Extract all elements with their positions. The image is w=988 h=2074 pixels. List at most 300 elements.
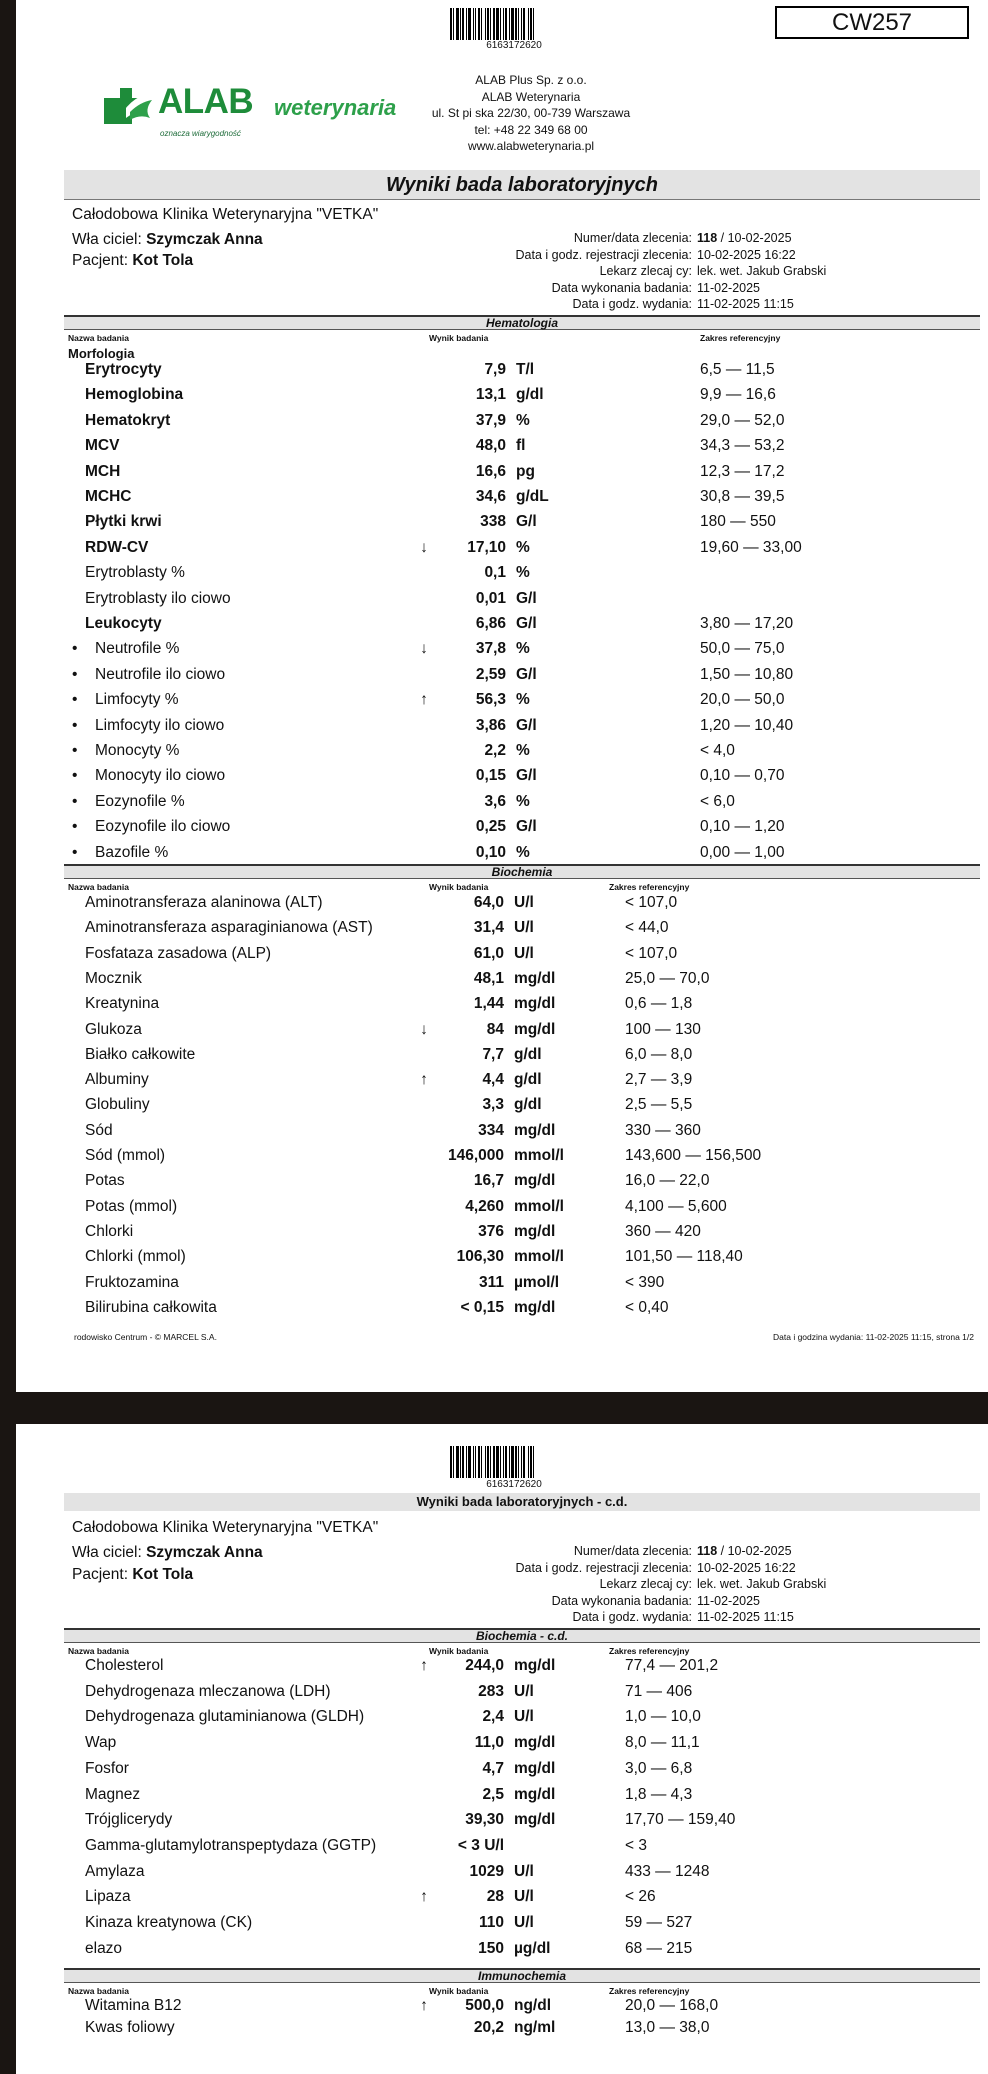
- result-row: [64, 742, 984, 762]
- result-value: 334: [478, 1121, 504, 1139]
- result-value: 0,01: [475, 589, 506, 607]
- result-unit: g/dl: [514, 1071, 542, 1089]
- section-biochem: Biochemia: [64, 864, 980, 879]
- result-row: [64, 590, 984, 610]
- col-result-header: Wynik badania: [429, 1646, 489, 1656]
- result-value: < 3 U/l: [457, 1836, 504, 1854]
- result-unit: U/l: [514, 1888, 534, 1906]
- result-value: 3,86: [475, 716, 506, 734]
- result-unit: %: [516, 691, 530, 709]
- meta-value: 10-02-2025 16:22: [697, 247, 796, 262]
- test-name: Potas: [85, 1172, 125, 1190]
- test-name: Amylaza: [85, 1862, 145, 1880]
- result-value: 0,1: [484, 564, 506, 582]
- result-value: 61,0: [473, 944, 504, 962]
- meta-label: Data i godz. rejestracji zlecenia:: [515, 247, 692, 262]
- reference-range: < 26: [625, 1888, 656, 1906]
- meta-value: 118 / 10-02-2025: [697, 1544, 792, 1558]
- reference-range: 20,0 — 168,0: [625, 1997, 719, 2014]
- test-name: • Limfocyty %: [72, 691, 179, 709]
- result-unit: pg: [516, 462, 535, 480]
- result-value: 110: [478, 1914, 504, 1931]
- result-value: 500,0: [465, 1997, 504, 2014]
- result-row: [64, 463, 984, 483]
- test-name: Cholesterol: [85, 1657, 164, 1674]
- test-name: • Eozynofile %: [72, 793, 185, 811]
- reference-range: 0,00 — 1,00: [700, 843, 785, 861]
- meta-label: Data i godz. wydania:: [572, 1610, 692, 1624]
- result-row: [64, 1021, 984, 1041]
- reference-range: 59 — 527: [625, 1914, 693, 1931]
- reference-range: 6,5 — 11,5: [700, 361, 775, 378]
- flag-arrow-icon: ↑: [420, 1997, 428, 2014]
- lab-address: ALAB Plus Sp. z o.o. ALAB Weterynaria ul. St pi ska 22/30, 00-739 Warszawa tel: +48 22 349 68 00 www.alabweterynaria.pl: [431, 73, 631, 153]
- page-title: Wyniki bada laboratoryjnych - c.d.: [64, 1493, 980, 1511]
- result-unit: %: [516, 742, 530, 759]
- result-unit: mmol/l: [514, 1147, 564, 1164]
- result-row: [64, 1046, 984, 1066]
- result-unit: mmol/l: [514, 1197, 564, 1215]
- test-name: • Eozynofile ilo ciowo: [72, 818, 230, 836]
- reference-range: 0,10 — 1,20: [700, 818, 785, 836]
- result-value: 0,10: [475, 843, 506, 861]
- test-name: Trójglicerydy: [85, 1811, 173, 1829]
- test-name: Mocznik: [85, 969, 142, 987]
- col-name-header: Nazwa badania: [68, 882, 129, 892]
- result-row: [64, 1096, 984, 1116]
- flag-arrow-icon: ↓: [420, 1020, 428, 1038]
- reference-range: 9,9 — 16,6: [700, 386, 776, 404]
- reference-range: < 107,0: [625, 894, 678, 911]
- result-unit: mg/dl: [514, 1759, 556, 1777]
- reference-range: < 4,0: [700, 742, 735, 759]
- result-unit: mmol/l: [514, 1248, 564, 1266]
- result-unit: mg/dl: [514, 1172, 556, 1190]
- result-row: [64, 1223, 984, 1243]
- result-value: 84: [486, 1020, 504, 1038]
- meta-label: Lekarz zlecaj cy:: [599, 264, 692, 278]
- reference-range: 6,0 — 8,0: [625, 1045, 693, 1063]
- result-unit: mg/dl: [514, 1785, 556, 1803]
- result-value: < 0,15: [460, 1298, 504, 1316]
- result-row: [64, 919, 984, 939]
- test-name: Aminotransferaza alaninowa (ALT): [85, 894, 323, 911]
- result-value: 1029: [469, 1862, 504, 1880]
- footer-right: Data i godzina wydania: 11-02-2025 11:15, strona 1/2: [773, 1332, 974, 1342]
- test-name: Erytroblasty %: [85, 564, 185, 582]
- reference-range: 34,3 — 53,2: [700, 437, 785, 455]
- result-value: 39,30: [465, 1811, 504, 1829]
- result-row: [64, 717, 984, 737]
- result-unit: mg/dl: [514, 1020, 556, 1038]
- morphology-label: Morfologia: [68, 346, 135, 361]
- result-unit: G/l: [516, 589, 537, 607]
- result-row: [64, 1198, 984, 1218]
- test-name: Magnez: [85, 1785, 141, 1803]
- result-value: 3,6: [484, 792, 506, 810]
- test-name: elazo: [85, 1939, 123, 1957]
- test-name: • Monocyty ilo ciowo: [72, 767, 225, 785]
- test-name: Hemoglobina: [85, 386, 184, 404]
- reference-range: 68 — 215: [625, 1939, 693, 1957]
- result-value: 34,6: [475, 488, 506, 505]
- result-value: 48,0: [475, 437, 506, 455]
- logo-tagline: oznacza wiarygodność: [160, 129, 241, 138]
- order-meta: [16, 1543, 988, 1628]
- reference-range: < 0,40: [625, 1298, 669, 1316]
- reference-range: < 107,0: [625, 944, 678, 962]
- meta-value: 11-02-2025 11:15: [697, 1610, 794, 1624]
- clinic-name: Całodobowa Klinika Weterynaryjna "VETKA": [72, 206, 379, 223]
- test-name: Kinaza kreatynowa (CK): [85, 1914, 253, 1931]
- reference-range: 0,10 — 0,70: [700, 767, 785, 785]
- result-row: [64, 412, 984, 432]
- col-range-header: Zakres referencyjny: [609, 1646, 690, 1656]
- meta-value: 11-02-2025: [697, 280, 761, 295]
- result-unit: %: [516, 564, 530, 582]
- test-name: • Neutrofile %: [72, 640, 179, 658]
- result-row: [64, 615, 984, 635]
- page-title: Wyniki bada laboratoryjnych: [64, 170, 980, 200]
- test-name: Sód (mmol): [85, 1147, 166, 1164]
- result-row: [64, 793, 984, 813]
- logo-subtext: weterynaria: [274, 95, 397, 120]
- test-name: Hematokryt: [85, 411, 171, 429]
- result-row: [64, 1734, 984, 1754]
- result-value: 2,5: [482, 1785, 504, 1803]
- reference-range: 2,7 — 3,9: [625, 1071, 693, 1089]
- result-row: [64, 1760, 984, 1780]
- test-name: Chlorki (mmol): [85, 1248, 186, 1266]
- result-value: 283: [478, 1682, 504, 1700]
- result-row: [64, 386, 984, 406]
- result-row: [64, 1299, 984, 1319]
- test-name: Białko całkowite: [85, 1045, 196, 1063]
- result-unit: mg/dl: [514, 1811, 556, 1829]
- result-value: 11,0: [474, 1734, 504, 1752]
- result-value: 28: [486, 1888, 504, 1906]
- alab-logo-icon: [100, 84, 156, 128]
- result-value: 6,86: [475, 615, 506, 632]
- result-value: 7,7: [482, 1045, 504, 1063]
- report-page-1: [16, 0, 988, 1392]
- section-hematology: Hematologia: [64, 315, 980, 330]
- reference-range: < 6,0: [700, 792, 735, 810]
- section-biochem-cd: Biochemia - c.d.: [64, 1628, 980, 1643]
- order-meta: [16, 230, 988, 315]
- result-value: 376: [478, 1222, 504, 1240]
- reference-range: 30,8 — 39,5: [700, 488, 785, 505]
- reference-range: 50,0 — 75,0: [700, 640, 785, 658]
- result-row: [64, 1122, 984, 1142]
- meta-label: Numer/data zlecenia:: [573, 231, 692, 245]
- result-unit: µg/dl: [514, 1939, 551, 1957]
- result-unit: ng/dl: [514, 1997, 552, 2014]
- reference-range: < 3: [625, 1836, 647, 1854]
- result-value: 7,9: [484, 361, 506, 378]
- test-name: Erytrocyty: [85, 361, 162, 378]
- result-unit: mg/dl: [514, 1121, 556, 1139]
- col-result-header: Wynik badania: [429, 333, 489, 343]
- result-row: [64, 1172, 984, 1192]
- result-unit: mg/dl: [514, 1734, 556, 1752]
- test-name: Dehydrogenaza glutaminianowa (GLDH): [85, 1708, 365, 1726]
- result-unit: G/l: [516, 767, 537, 785]
- result-unit: U/l: [514, 1708, 534, 1726]
- test-name: Albuminy: [85, 1071, 149, 1089]
- reference-range: 1,50 — 10,80: [700, 665, 794, 683]
- result-unit: U/l: [514, 1682, 534, 1700]
- test-name: Chlorki: [85, 1222, 134, 1240]
- result-row: [64, 1708, 984, 1728]
- col-range-header: Zakres referencyjny: [609, 882, 690, 892]
- reference-range: 100 — 130: [625, 1020, 701, 1038]
- result-unit: g/dl: [514, 1096, 542, 1114]
- test-name: • Limfocyty ilo ciowo: [72, 717, 224, 735]
- col-name-header: Nazwa badania: [68, 333, 129, 343]
- result-value: 0,25: [475, 818, 506, 836]
- test-name: RDW-CV: [85, 538, 149, 556]
- test-name: Fruktozamina: [85, 1273, 179, 1291]
- reference-range: 433 — 1248: [625, 1862, 710, 1880]
- result-row: [64, 666, 984, 686]
- result-row: [64, 844, 984, 864]
- result-unit: g/dl: [516, 386, 544, 404]
- result-value: 37,8: [475, 640, 506, 658]
- test-name: Globuliny: [85, 1096, 150, 1114]
- result-value: 16,7: [473, 1172, 504, 1190]
- flag-arrow-icon: ↑: [420, 1657, 428, 1674]
- test-name: MCH: [85, 462, 121, 480]
- meta-value: lek. wet. Jakub Grabski: [697, 1577, 827, 1591]
- test-name: Wap: [85, 1734, 117, 1752]
- barcode: [450, 8, 578, 40]
- reference-range: 13,0 — 38,0: [625, 2019, 710, 2036]
- result-value: 106,30: [456, 1248, 504, 1266]
- result-value: 31,4: [473, 919, 504, 937]
- result-row: [64, 539, 984, 559]
- meta-label: Data wykonania badania:: [551, 280, 692, 295]
- result-row: [64, 437, 984, 457]
- meta-value: 11-02-2025 11:15: [697, 297, 794, 311]
- barcode: [450, 1446, 578, 1478]
- meta-value: lek. wet. Jakub Grabski: [697, 264, 827, 278]
- clinic-name: Całodobowa Klinika Weterynaryjna "VETKA": [72, 1519, 379, 1536]
- test-name: Fosfataza zasadowa (ALP): [85, 944, 272, 962]
- col-name-header: Nazwa badania: [68, 1646, 129, 1656]
- test-name: MCV: [85, 437, 120, 455]
- result-row: [64, 1274, 984, 1294]
- result-row: [64, 1683, 984, 1703]
- test-name: Leukocyty: [85, 615, 162, 632]
- test-name: Potas (mmol): [85, 1197, 178, 1215]
- flag-arrow-icon: ↑: [420, 1071, 428, 1089]
- case-id-box: CW257: [775, 6, 969, 39]
- result-row: [64, 1914, 984, 1934]
- test-name: Aminotransferaza asparaginianowa (AST): [85, 919, 373, 937]
- result-row: [64, 1147, 984, 1167]
- result-row: [64, 640, 984, 660]
- result-unit: mg/dl: [514, 1222, 556, 1240]
- result-unit: mg/dl: [514, 1657, 556, 1674]
- reference-range: 29,0 — 52,0: [700, 411, 785, 429]
- meta-value: 118 / 10-02-2025: [697, 231, 792, 245]
- result-unit: U/l: [514, 1862, 534, 1880]
- col-result-header: Wynik badania: [429, 882, 489, 892]
- result-row: [64, 361, 984, 381]
- patient: Pacjent: Kot Tola: [72, 1566, 194, 1583]
- result-unit: %: [516, 411, 530, 429]
- result-row: [64, 1888, 984, 1908]
- result-value: 2,2: [484, 742, 506, 759]
- reference-range: 2,5 — 5,5: [625, 1096, 693, 1114]
- test-name: • Neutrofile ilo ciowo: [72, 666, 225, 684]
- result-row: [64, 970, 984, 990]
- barcode-number: 6163172620: [486, 40, 542, 51]
- col-range-header: Zakres referencyjny: [700, 333, 781, 343]
- flag-arrow-icon: ↑: [420, 691, 428, 709]
- result-value: 13,1: [475, 386, 506, 404]
- reference-range: < 390: [625, 1273, 665, 1291]
- test-name: Witamina B12: [85, 1997, 182, 2014]
- result-row: [64, 513, 984, 533]
- result-row: [64, 1811, 984, 1831]
- reference-range: 12,3 — 17,2: [700, 462, 785, 480]
- test-name: Sód: [85, 1121, 113, 1139]
- result-row: [64, 1837, 984, 1857]
- result-unit: %: [516, 792, 530, 810]
- col-range-header: Zakres referencyjny: [609, 1986, 690, 1996]
- result-row: [64, 1863, 984, 1883]
- test-name: MCHC: [85, 488, 132, 505]
- reference-range: 25,0 — 70,0: [625, 969, 710, 987]
- result-row: [64, 894, 984, 914]
- result-value: 150: [478, 1939, 504, 1957]
- section-immuno: Immunochemia: [64, 1968, 980, 1983]
- reference-range: 3,80 — 17,20: [700, 615, 794, 632]
- meta-label: Numer/data zlecenia:: [573, 1544, 692, 1558]
- result-unit: g/dL: [516, 488, 549, 505]
- meta-label: Data wykonania badania:: [551, 1593, 692, 1608]
- test-name: • Monocyty %: [72, 742, 179, 760]
- reference-range: 101,50 — 118,40: [625, 1248, 743, 1266]
- reference-range: < 44,0: [625, 919, 669, 937]
- result-unit: %: [516, 843, 530, 861]
- reference-range: 16,0 — 22,0: [625, 1172, 710, 1190]
- reference-range: 330 — 360: [625, 1121, 701, 1139]
- flag-arrow-icon: ↓: [420, 538, 428, 556]
- result-unit: %: [516, 640, 530, 658]
- result-unit: G/l: [516, 615, 537, 632]
- result-value: 37,9: [475, 411, 506, 429]
- result-value: 4,260: [465, 1197, 504, 1215]
- flag-arrow-icon: ↓: [420, 640, 428, 658]
- footer-left: rodowisko Centrum - © MARCEL S.A.: [74, 1332, 217, 1342]
- result-row: [64, 995, 984, 1015]
- meta-value: 11-02-2025: [697, 1593, 761, 1608]
- test-name: Lipaza: [85, 1888, 131, 1906]
- result-value: 64,0: [473, 894, 504, 911]
- reference-range: 3,0 — 6,8: [625, 1759, 693, 1777]
- result-row: [64, 1071, 984, 1091]
- test-name: Fosfor: [85, 1759, 129, 1777]
- result-unit: fl: [516, 437, 526, 455]
- result-value: 1,44: [473, 995, 504, 1013]
- result-unit: µmol/l: [514, 1273, 560, 1291]
- result-row: [64, 945, 984, 965]
- reference-range: 1,8 — 4,3: [625, 1785, 693, 1803]
- test-name: Kwas foliowy: [85, 2019, 175, 2036]
- result-row: [64, 767, 984, 787]
- result-value: 48,1: [473, 969, 504, 987]
- result-unit: g/dl: [514, 1045, 542, 1063]
- result-row: [64, 691, 984, 711]
- meta-label: Lekarz zlecaj cy:: [599, 1577, 692, 1591]
- reference-range: 19,60 — 33,00: [700, 538, 802, 556]
- result-unit: U/l: [514, 1914, 534, 1931]
- result-unit: mg/dl: [514, 1298, 556, 1316]
- test-name: Bilirubina całkowita: [85, 1298, 217, 1316]
- reference-range: 77,4 — 201,2: [625, 1657, 719, 1674]
- result-unit: U/l: [514, 894, 534, 911]
- result-value: 20,2: [473, 2019, 504, 2036]
- result-unit: G/l: [516, 716, 537, 734]
- result-row: [64, 2019, 984, 2039]
- reference-range: 360 — 420: [625, 1222, 701, 1240]
- reference-range: 17,70 — 159,40: [625, 1811, 736, 1829]
- result-value: 2,59: [475, 665, 506, 683]
- reference-range: 8,0 — 11,1: [625, 1734, 700, 1752]
- result-row: [64, 1657, 984, 1677]
- test-name: Płytki krwi: [85, 513, 162, 531]
- result-value: 0,15: [475, 767, 506, 785]
- result-value: 311: [478, 1273, 504, 1291]
- owner: Wła ciciel: Szymczak Anna: [72, 231, 263, 248]
- test-name: Dehydrogenaza mleczanowa (LDH): [85, 1682, 331, 1700]
- result-unit: mg/dl: [514, 995, 556, 1013]
- logo-text: ALAB: [158, 82, 254, 121]
- report-page-2: [16, 1424, 988, 2074]
- owner: Wła ciciel: Szymczak Anna: [72, 1544, 263, 1561]
- result-value: 146,000: [447, 1147, 504, 1164]
- reference-range: 20,0 — 50,0: [700, 691, 785, 709]
- meta-value: 10-02-2025 16:22: [697, 1560, 796, 1575]
- reference-range: 180 — 550: [700, 513, 776, 531]
- col-result-header: Wynik badania: [429, 1986, 489, 1996]
- test-name: Glukoza: [85, 1020, 142, 1038]
- test-name: Erytroblasty ilo ciowo: [85, 589, 231, 607]
- result-value: 56,3: [475, 691, 506, 709]
- test-name: Gamma-glutamylotranspeptydaza (GGTP): [85, 1836, 377, 1854]
- result-row: [64, 1997, 984, 2017]
- barcode-number: 6163172620: [486, 1479, 542, 1490]
- result-value: 4,4: [482, 1071, 504, 1089]
- reference-range: 4,100 — 5,600: [625, 1197, 727, 1215]
- col-name-header: Nazwa badania: [68, 1986, 129, 1996]
- reference-range: 0,6 — 1,8: [625, 995, 693, 1013]
- reference-range: 1,0 — 10,0: [625, 1708, 701, 1726]
- result-value: 17,10: [467, 538, 506, 556]
- reference-range: 71 — 406: [625, 1682, 693, 1700]
- result-row: [64, 488, 984, 508]
- result-unit: G/l: [516, 818, 537, 836]
- result-row: [64, 1786, 984, 1806]
- meta-label: Data i godz. wydania:: [572, 297, 692, 311]
- result-value: 244,0: [465, 1657, 504, 1674]
- result-value: 2,4: [482, 1708, 504, 1726]
- result-value: 338: [480, 513, 506, 531]
- result-unit: U/l: [514, 944, 534, 962]
